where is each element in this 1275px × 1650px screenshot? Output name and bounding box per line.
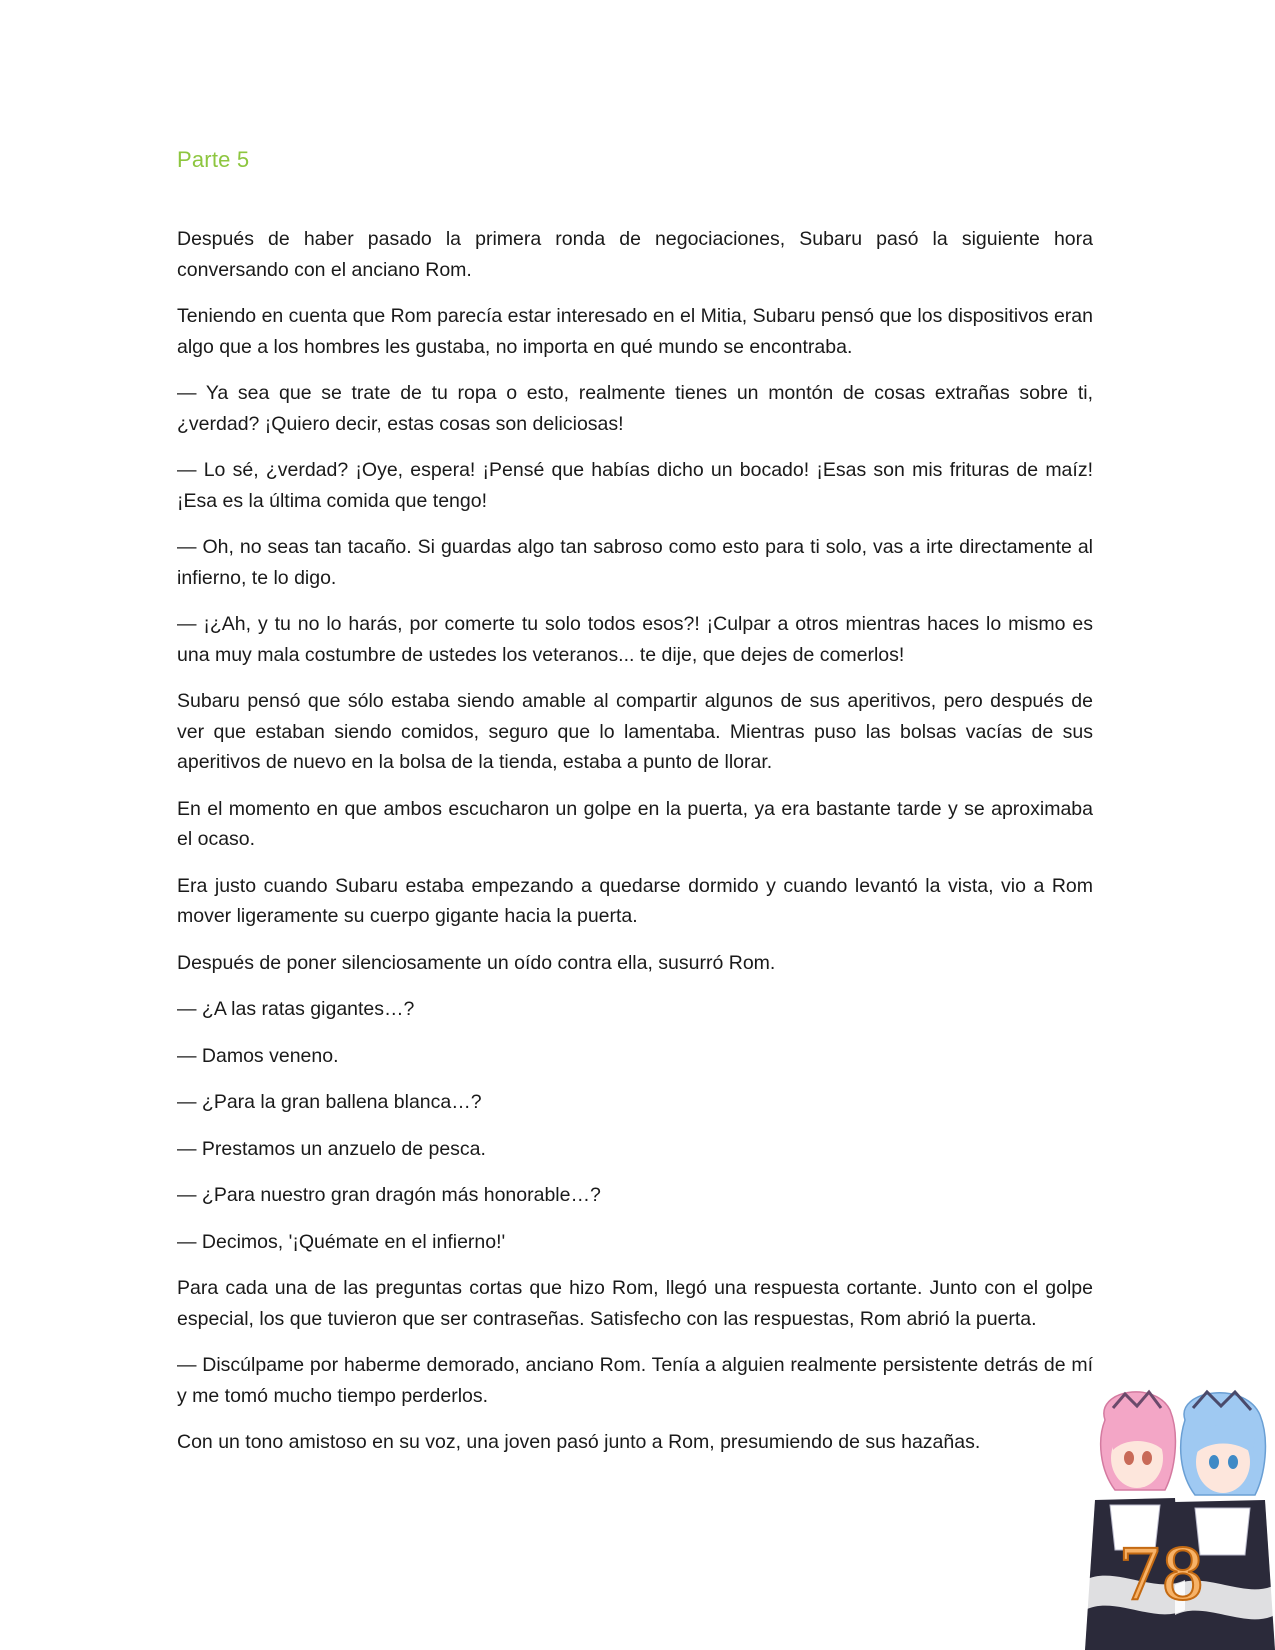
page-number: 78	[1118, 1534, 1204, 1616]
paragraph: Después de poner silenciosamente un oído contra ella, susurró Rom.	[177, 951, 776, 974]
dialogue-line: — ¿Para la gran ballena blanca…?	[177, 1091, 482, 1113]
paragraph: Teniendo en cuenta que Rom parecía estar interesado en el Mitia, Subaru pensó que los dispositivos eran algo que a los hombres les gustaba, no importa en qué mundo se encontraba.	[177, 305, 1093, 358]
dialogue-line: — Damos veneno.	[177, 1044, 339, 1067]
paragraph: — ¡¿Ah, y tu no lo harás, por comerte tu solo todos esos?! ¡Culpar a otros mientras haces lo mismo es una muy mala costumbre de ustedes los veteranos... te dije, que dejes de comerlos!	[177, 613, 1093, 666]
dialogue-line: — ¿Para nuestro gran dragón más honorable…?	[177, 1184, 601, 1206]
paragraph: Para cada una de las preguntas cortas que hizo Rom, llegó una respuesta cortante. Junto con el golpe especial, los que tuvieron que ser contraseñas. Satisfecho con las respuestas, Rom abrió la puerta.	[177, 1277, 1093, 1330]
paragraph: — Lo sé, ¿verdad? ¡Oye, espera! ¡Pensé que habías dicho un bocado! ¡Esas son mis frituras de maíz! ¡Esa es la última comida que tengo!	[177, 459, 1093, 512]
dialogue-line: — ¿A las ratas gigantes…?	[177, 998, 415, 1020]
dialogue-line: — Prestamos un anzuelo de pesca.	[177, 1137, 486, 1160]
paragraph: — Oh, no seas tan tacaño. Si guardas algo tan sabroso como esto para ti solo, vas a irte directamente al infierno, te lo digo.	[177, 536, 1093, 589]
paragraph: Subaru pensó que sólo estaba siendo amable al compartir algunos de sus aperitivos, pero después de ver que estaban siendo comidos, seguro que lo lamentaba. Mientras puso las bolsas vacías de sus aperitivos de nuevo en la bolsa de la tienda, estaba a punto de llorar.	[177, 690, 1093, 773]
paragraph: En el momento en que ambos escucharon un golpe en la puerta, ya era bastante tarde y se aproximaba el ocaso.	[177, 797, 1093, 850]
dialogue-line: — Decimos, '¡Quémate en el infierno!'	[177, 1230, 506, 1253]
body-text	[177, 224, 1093, 1474]
section-title: Parte 5	[177, 147, 250, 172]
paragraph: — Ya sea que se trate de tu ropa o esto, realmente tienes un montón de cosas extrañas sobre ti, ¿verdad? ¡Quiero decir, estas cosas son deliciosas!	[177, 382, 1093, 435]
paragraph: Con un tono amistoso en su voz, una joven pasó junto a Rom, presumiendo de sus hazañas.	[177, 1431, 981, 1453]
paragraph: — Discúlpame por haberme demorado, anciano Rom. Tenía a alguien realmente persistente detrás de mí y me tomó mucho tiempo perderlos.	[177, 1354, 1093, 1407]
paragraph: Era justo cuando Subaru estaba empezando a quedarse dormido y cuando levantó la vista, vio a Rom mover ligeramente su cuerpo gigante hacia la puerta.	[177, 874, 1093, 927]
paragraph: Después de haber pasado la primera ronda de negociaciones, Subaru pasó la siguiente hora conversando con el anciano Rom.	[177, 228, 1093, 281]
